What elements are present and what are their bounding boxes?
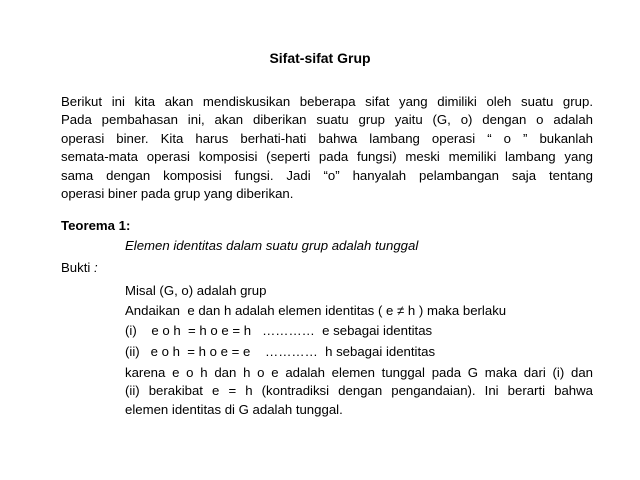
conclusion-line: karena e o h dan h o e adalah elemen tunggal pada G maka dari (i) dan [125,365,593,380]
intro-line: operasi biner pada grup yang diberikan. [61,186,294,202]
proof-line: (ii) e o h = h o e = e ………… h sebagai identitas [125,344,436,359]
proof-line: Misal (G, o) adalah grup [125,283,267,298]
page-title: Sifat-sifat Grup [269,50,371,66]
intro-line: Pada pembahasan ini, akan diberikan suatu grup yaitu (G, o) dengan o adalah [61,112,593,128]
proof-label [61,260,98,275]
proof-line: Andaikan e dan h adalah elemen identitas ( e ≠ h ) maka berlaku [125,303,507,318]
conclusion-line: elemen identitas di G adalah tunggal. [125,401,343,417]
intro-line: Berikut ini kita akan mendiskusikan beberapa sifat yang dimiliki oleh suatu grup. [61,94,593,109]
intro-line: semata-mata operasi komposisi (seperti pada fungsi) meski memiliki lambang yang [61,149,593,165]
intro-line: sama dengan komposisi fungsi. Jadi “o” hanyalah pelambangan saja tentang [61,167,593,183]
proof-line: (i) e o h = h o e = h ………… e sebagai identitas [125,323,433,338]
theorem-statement: Elemen identitas dalam suatu grup adalah tunggal [125,238,419,253]
proof-conclusion [125,364,593,419]
theorem-heading: Teorema 1: [61,218,131,233]
proof-label-colon: : [94,260,98,275]
intro-paragraph [61,93,593,203]
intro-line: operasi biner. Kita harus berhati-hati bahwa lambang operasi “ o ” bukanlah [61,130,593,146]
proof-label-text: Bukti [61,260,91,275]
conclusion-line: (ii) berakibat e = h (kontradiksi dengan pengandaian). Ini berarti bahwa [125,383,593,399]
